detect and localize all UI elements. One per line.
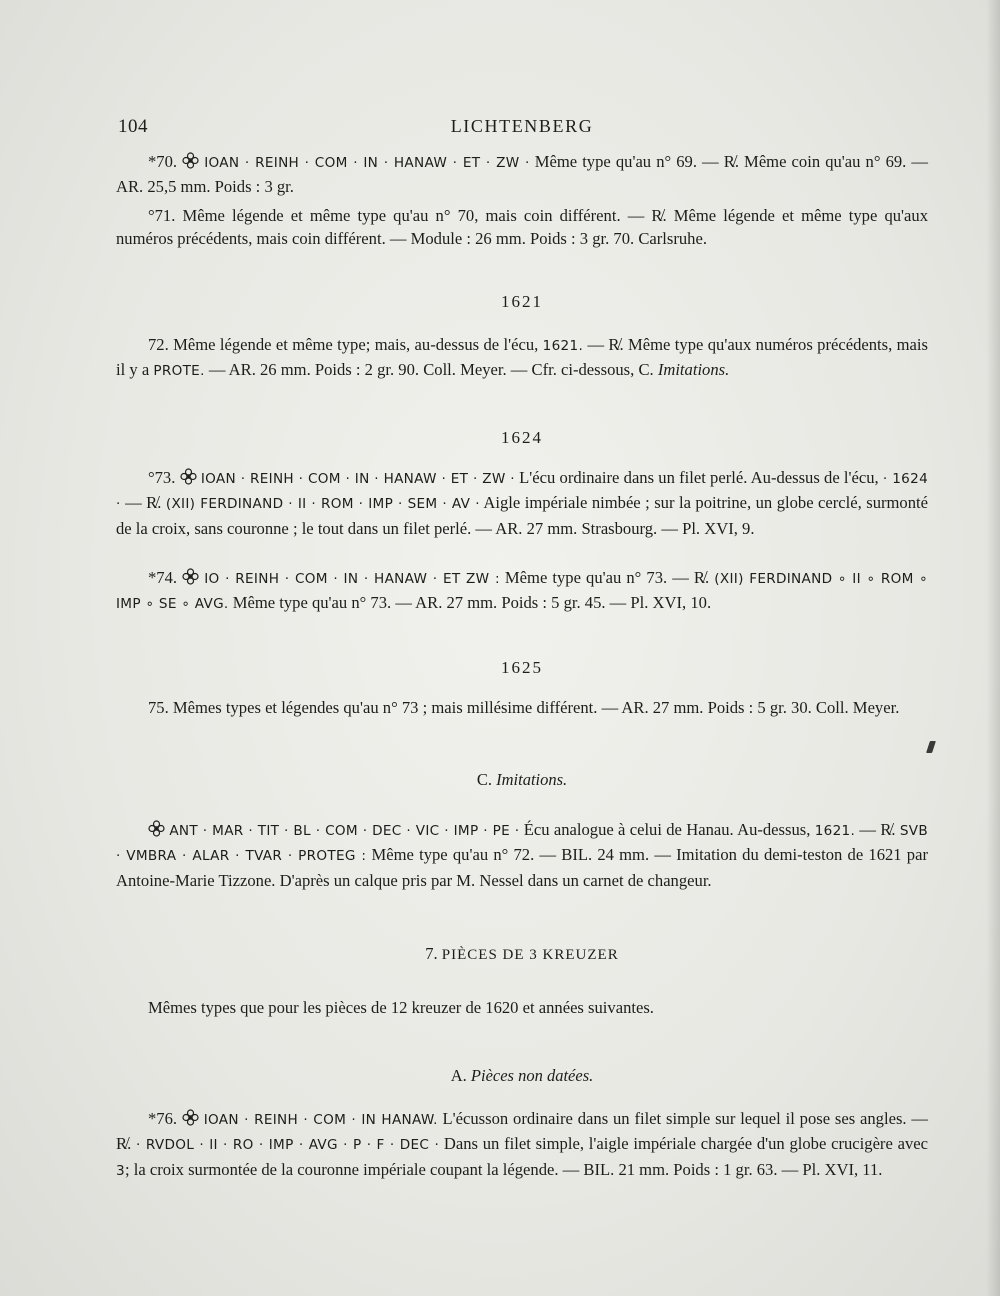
- rosette-icon: [148, 820, 165, 837]
- ink-mark: [926, 741, 936, 753]
- coin-legend: (XII) FERDINAND · II · ROM · IMP · SEM · AV ·: [165, 496, 480, 513]
- entry-text: Dans un filet simple, l'aigle impériale chargée d'un globe crucigère avec: [439, 1134, 928, 1154]
- entry-74: [116, 566, 928, 617]
- section-prefix: A.: [450, 1066, 471, 1085]
- year-heading-1621: 1621: [501, 292, 543, 311]
- section-number: 7.: [425, 944, 438, 963]
- coin-legend: IOAN · REINH · COM · IN HANAW.: [203, 1112, 438, 1128]
- coin-legend: 1621.: [814, 823, 856, 839]
- year-heading-1624: 1624: [501, 428, 543, 447]
- entry-text: — R̸.: [120, 493, 166, 513]
- rosette-icon: [182, 152, 199, 169]
- entry-imitation: [116, 818, 928, 892]
- section-reference: Imitations.: [657, 360, 730, 380]
- page-number: 104: [118, 116, 148, 137]
- entry-text: Écu analogue à celui de Hanau. Au-dessus,: [519, 820, 815, 839]
- entry-text: Même type qu'au n° 73. — AR. 27 mm. Poids : 5 gr. 45. — Pl. XVI, 10.: [228, 593, 712, 613]
- entry-text: — AR. 26 mm. Poids : 2 gr. 90. Coll. Meyer. — Cfr. ci-dessous, C.: [204, 360, 658, 380]
- coin-legend: IOAN · REINH · COM · IN · HANAW · ET · ZW ·: [204, 155, 530, 171]
- entry-text: ; la croix surmontée de la couronne impériale coupant la légende. — BIL. 21 mm. Poids : 1 gr. 63. — Pl. XVI, 11.: [124, 1159, 883, 1179]
- section-title: Pièces non datées.: [470, 1066, 594, 1085]
- entry-76: [116, 1107, 928, 1183]
- section-heading-undated: [116, 1066, 928, 1086]
- section-title: Imitations.: [496, 770, 568, 789]
- coin-legend: ANT · MAR · TIT · BL · COM · DEC · VIC · IMP · PE ·: [169, 823, 520, 839]
- entry-text: Même type qu'au n° 69. —: [529, 152, 724, 171]
- coin-legend: SVB · VMBRA · ALAR · TVAR · PROTEG :: [116, 823, 928, 865]
- entry-number: *74.: [148, 568, 178, 587]
- coin-legend: · RVDOL · II · RO · IMP · AVG · P · F · DEC ·: [135, 1137, 440, 1154]
- entry-text: — R̸. Même type qu'aux numéros précédents, mais il y a: [116, 335, 928, 380]
- entry-text: — R̸.: [855, 820, 900, 839]
- running-title: LICHTENBERG: [450, 116, 594, 136]
- entry-text: 72. Même légende et même type; mais, au-dessus de l'écu,: [148, 335, 543, 354]
- section-heading-imitations: [116, 770, 928, 790]
- rosette-icon: [182, 1109, 199, 1126]
- coin-legend: IO · REINH · COM · IN · HANAW · ET ZW :: [204, 571, 500, 587]
- entry-73: [116, 466, 928, 540]
- entry-70: [116, 150, 928, 199]
- coin-legend: IOAN · REINH · COM · IN · HANAW · ET · ZW ·: [200, 471, 515, 487]
- entry-text: Même coin qu'au n° 69. — AR. 25,5 mm. Poids : 3 gr.: [116, 152, 928, 197]
- entry-3-kreuzer-intro: Mêmes types que pour les pièces de 12 kreuzer de 1620 et années suivantes.: [148, 998, 654, 1017]
- coin-legend: 3: [116, 1162, 125, 1179]
- section-title: PIÈCES DE 3 KREUZER: [441, 947, 619, 963]
- entry-number: °73.: [148, 468, 176, 487]
- entry-text: Même type qu'au n° 73. — R̸.: [499, 568, 715, 587]
- coin-legend: · 1624 ·: [116, 471, 929, 513]
- entry-71: °71. Même légende et même type qu'au n° 70, mais coin différent. — R̸. Même légende et même type qu'aux numéros précédents, mais coin différent. — Module : 26 mm. Poids : 3 gr. 70. Carlsruhe.: [116, 206, 928, 249]
- entry-number: *70.: [148, 152, 178, 171]
- page-header: [116, 116, 928, 140]
- entry-text: L'écu ordinaire dans un filet perlé. Au-dessus de l'écu,: [514, 468, 883, 487]
- coin-legend: 1621.: [542, 338, 584, 354]
- entry-text: L'écusson ordinaire dans un filet simple sur lequel il pose ses angles. — R̸.: [116, 1109, 928, 1154]
- coin-legend: (XII) FERDINAND ∘ II ∘ ROM ∘ IMP ∘ SE ∘ AVG.: [116, 571, 928, 613]
- rosette-icon: [180, 468, 197, 485]
- reverse-symbol: R̸.: [723, 152, 739, 171]
- entry-number: *76.: [148, 1109, 178, 1128]
- section-prefix: C.: [476, 770, 497, 789]
- entry-text: Même type qu'au n° 72. — BIL. 24 mm. — Imitation du demi-teston de 1621 par Antoine-Marie Tizzone. D'après un calque pris par M. Nessel dans un carnet de changeur.: [116, 845, 928, 890]
- entry-text: Aigle impériale nimbée ; sur la poitrine, un globe cerclé, surmonté de la croix, sans couronne ; le tout dans un filet perlé. — AR. 27 mm. Strasbourg. — Pl. XVI, 9.: [116, 493, 929, 538]
- coin-legend: PROTE.: [153, 363, 205, 380]
- entry-75: 75. Mêmes types et légendes qu'au n° 73 ; mais millésime différent. — AR. 27 mm. Poids : 5 gr. 30. Coll. Meyer.: [148, 698, 900, 717]
- year-heading-1625: 1625: [501, 658, 543, 677]
- section-heading-3-kreuzer: [116, 944, 928, 964]
- entry-72: [116, 333, 928, 384]
- rosette-icon: [182, 568, 199, 585]
